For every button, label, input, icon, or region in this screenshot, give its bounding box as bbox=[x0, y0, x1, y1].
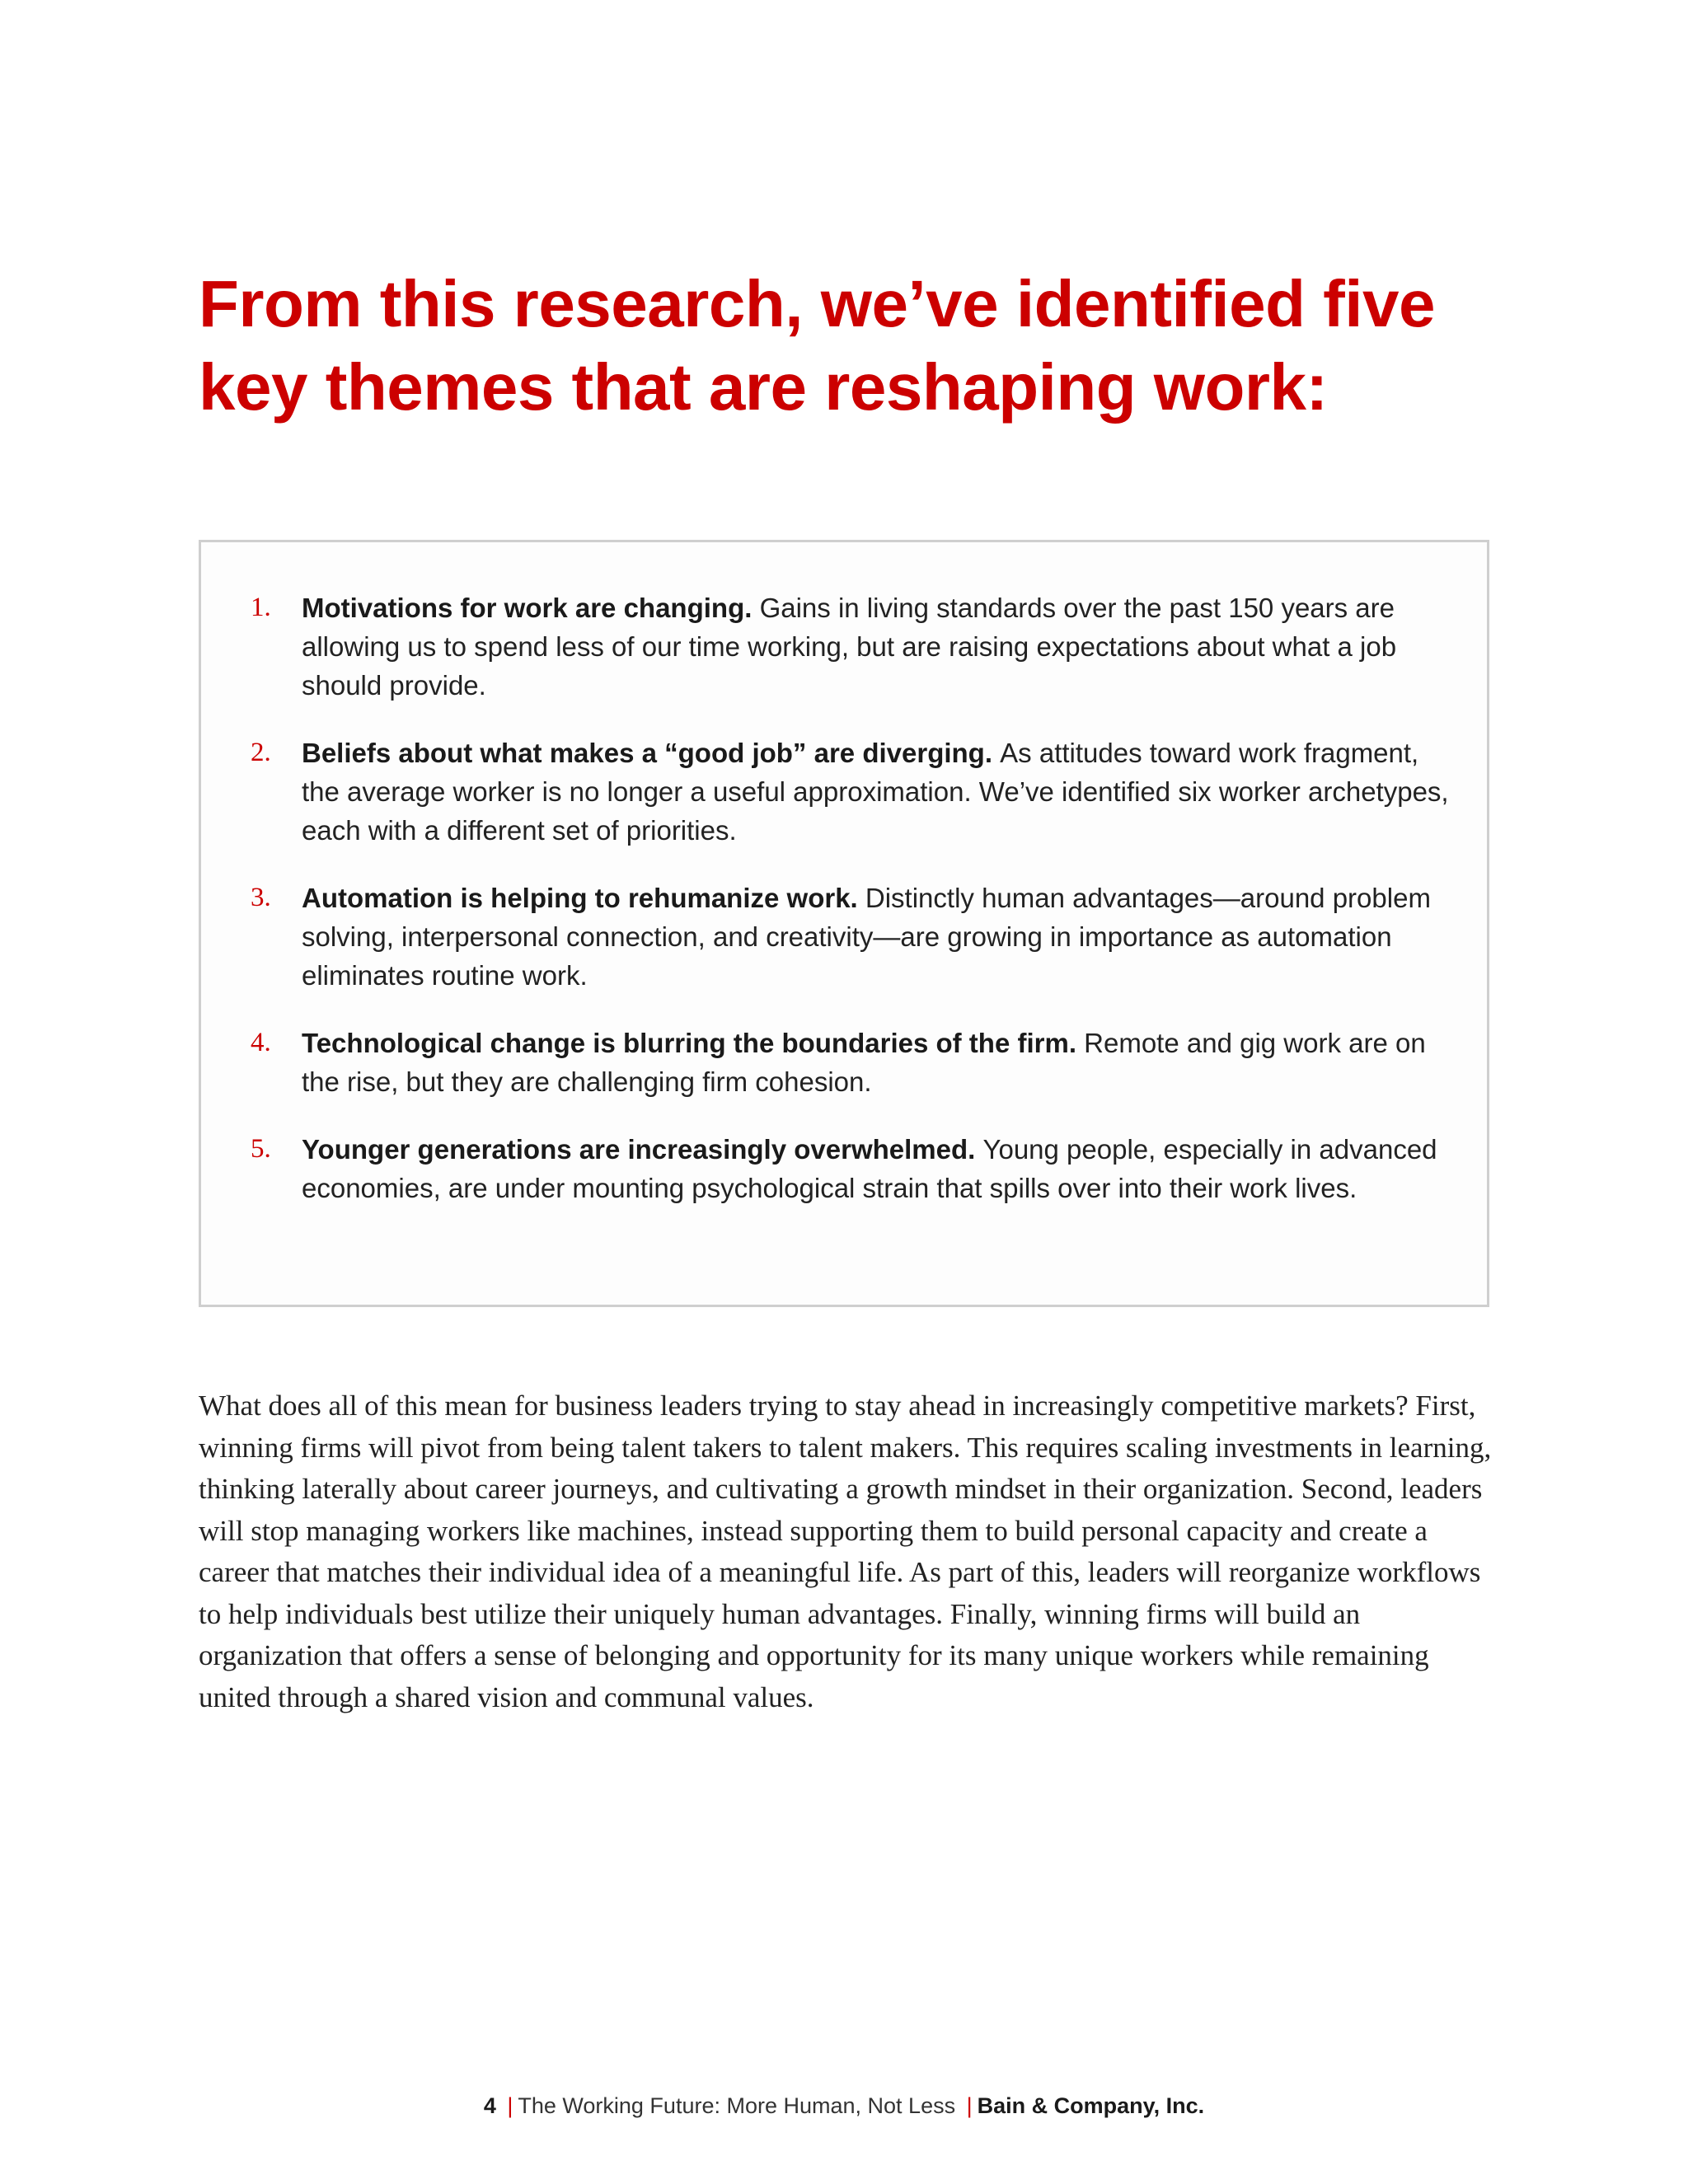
page-heading-line-1: From this research, we’ve identified five bbox=[199, 267, 1436, 340]
footer-separator: | bbox=[966, 2093, 973, 2118]
theme-item-4 bbox=[251, 1024, 1454, 1101]
theme-item-1 bbox=[251, 588, 1454, 705]
theme-number: 5. bbox=[251, 1134, 271, 1164]
theme-number: 2. bbox=[251, 738, 271, 767]
theme-title: Younger generations are increasingly overwhelmed. bbox=[302, 1134, 983, 1165]
theme-item-3 bbox=[251, 879, 1454, 995]
report-title: The Working Future: More Human, Not Less bbox=[518, 2093, 956, 2118]
theme-text: Young people, especially in advanced economies, are under mounting psychological strain that spills over into their work lives. bbox=[302, 1134, 1437, 1203]
theme-number: 3. bbox=[251, 883, 271, 912]
key-themes-list bbox=[251, 588, 1454, 1236]
theme-item-2 bbox=[251, 733, 1454, 850]
theme-number: 4. bbox=[251, 1028, 271, 1057]
theme-title: Technological change is blurring the boundaries of the firm. bbox=[302, 1028, 1085, 1058]
page-footer bbox=[0, 2093, 1688, 2119]
theme-item-5 bbox=[251, 1130, 1454, 1207]
page-number: 4 bbox=[483, 2093, 496, 2118]
key-themes-box bbox=[199, 540, 1489, 1307]
company-name: Bain & Company, Inc. bbox=[977, 2093, 1205, 2118]
theme-text: Gains in living standards over the past 150 years are allowing us to spend less of our time working, but are raising expectations about what a job should provide. bbox=[302, 593, 1397, 701]
theme-number: 1. bbox=[251, 593, 271, 622]
theme-text: Distinctly human advantages—around problem solving, interpersonal connection, and creativity—are growing in importance as automation eliminates routine work. bbox=[302, 883, 1431, 991]
theme-title: Motivations for work are changing. bbox=[302, 593, 760, 623]
page-heading-line-2: key themes that are reshaping work: bbox=[199, 350, 1328, 424]
body-paragraph: What does all of this mean for business leaders trying to stay ahead in increasingly competitive markets? First, winning firms will pivot from being talent takers to talent makers. This requires scaling investments in learning, thinking laterally about career journeys, and cultivating a growth mindset in their organization. Second, leaders will stop managing workers like machines, instead supporting them to build personal capacity and create a career that matches their individual idea of a meaningful life. As part of this, leaders will reorganize workflows to help individuals best utilize their uniquely human advantages. Finally, winning firms will build an organization that offers a sense of belonging and opportunity for its many unique workers while remaining united through a shared vision and communal values. bbox=[199, 1390, 1492, 1713]
theme-title: Automation is helping to rehumanize work. bbox=[302, 883, 865, 913]
theme-text: As attitudes toward work fragment, the average worker is no longer a useful approximation. We’ve identified six worker archetypes, each with a different set of priorities. bbox=[302, 738, 1449, 846]
footer-separator: | bbox=[507, 2093, 513, 2118]
page-heading bbox=[199, 262, 1517, 429]
theme-title: Beliefs about what makes a “good job” are diverging. bbox=[302, 738, 1001, 768]
theme-text: Remote and gig work are on the rise, but they are challenging firm cohesion. bbox=[302, 1028, 1426, 1097]
